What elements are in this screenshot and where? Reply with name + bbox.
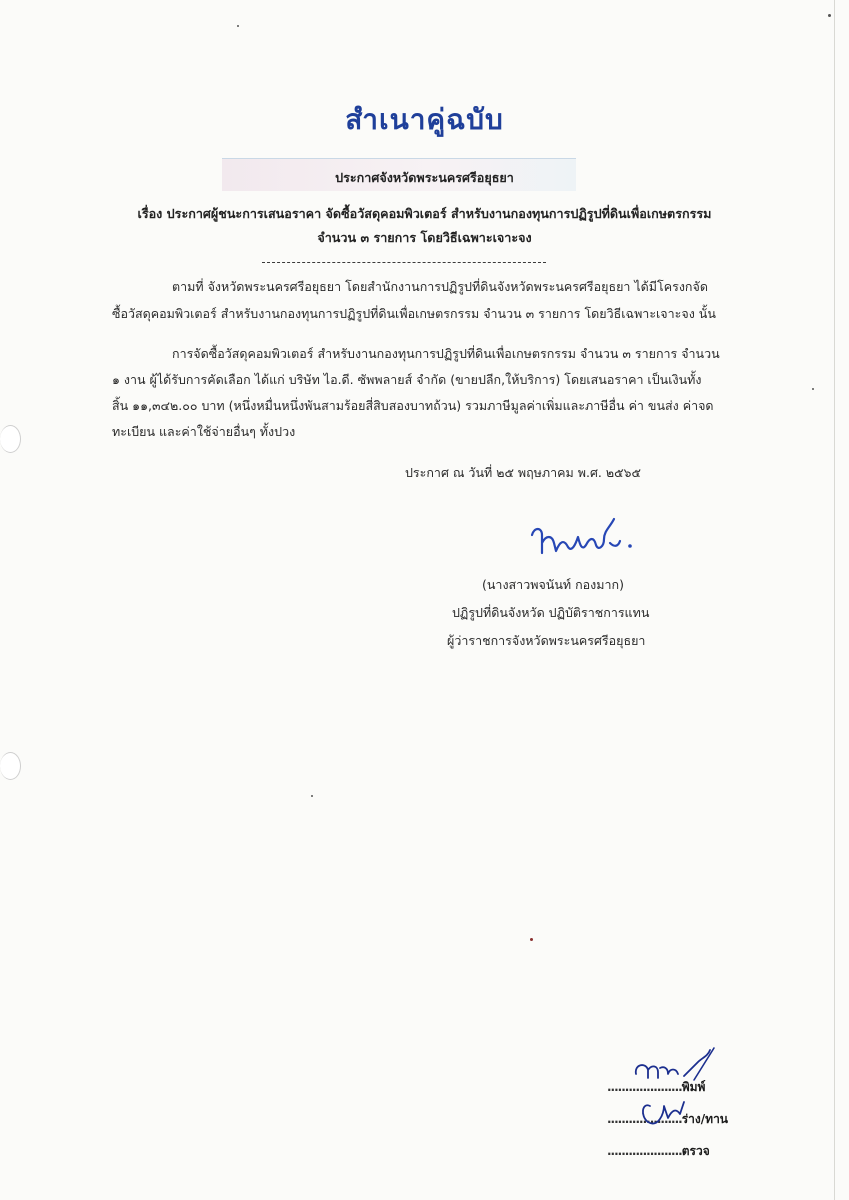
paragraph-2-line-3: สิ้น ๑๑,๓๔๒.๐๐ บาท (หนึ่งหมื่นหนึ่งพันสามร้อยสี่สิบสองบาทถ้วน) รวมภาษีมูลค่าเพิ่มและภาษีอื่น ค่า ขนส่ง ค่าจด	[112, 398, 714, 413]
announcement-date: ประกาศ ณ วันที่ ๒๕ พฤษภาคม พ.ศ. ๒๕๖๕	[405, 465, 641, 480]
typed-label: พิมพ์	[681, 1080, 706, 1094]
speck	[530, 938, 533, 941]
signatory-name: (นางสาวพจนันท์ กองมาก)	[482, 577, 624, 592]
announcement-title: ประกาศจังหวัดพระนครศรีอยุธยา	[335, 170, 514, 185]
speck	[812, 388, 814, 390]
initial-dots: .....................	[607, 1080, 682, 1094]
punch-hole	[0, 752, 21, 780]
signatory-position-1: ปฏิรูปที่ดินจังหวัด ปฏิบัติราชการแทน	[452, 605, 650, 620]
speck	[237, 25, 239, 27]
initial-signatures	[628, 1040, 728, 1130]
checked-label: ตรวจ	[681, 1144, 710, 1158]
paragraph-1-line-2: ซื้อวัสดุคอมพิวเตอร์ สำหรับงานกองทุนการปฏิรูปที่ดินเพื่อเกษตรกรรม จำนวน ๓ รายการ โดยวิธีเฉพาะเจาะจง นั้น	[112, 306, 716, 321]
speck	[311, 795, 313, 797]
drafted-label: ร่าง/ทาน	[681, 1112, 729, 1126]
punch-hole	[0, 425, 21, 453]
subject-line-1: เรื่อง ประกาศผู้ชนะการเสนอราคา จัดซื้อวัสดุคอมพิวเตอร์ สำหรับงานกองทุนการปฏิรูปที่ดินเพื่อเกษตรกรรม	[137, 206, 712, 221]
signatory-position-2: ผู้ว่าราชการจังหวัดพระนครศรีอยุธยา	[447, 633, 646, 648]
initial-dots: .....................	[607, 1144, 682, 1158]
paragraph-2-line-4: ทะเบียน และค่าใช้จ่ายอื่นๆ ทั้งปวง	[112, 424, 296, 439]
speck	[828, 14, 831, 17]
paragraph-1-line-1: ตามที่ จังหวัดพระนครศรีอยุธยา โดยสำนักงานการปฏิรูปที่ดินจังหวัดพระนครศรีอยุธยา ได้มีโครงกจัด	[172, 279, 708, 294]
signature-image	[520, 513, 640, 563]
separator-rule	[262, 262, 546, 263]
copy-stamp: สำเนาคู่ฉบับ	[345, 103, 504, 136]
paragraph-2-line-1: การจัดซื้อวัสดุคอมพิวเตอร์ สำหรับงานกองทุนการปฏิรูปที่ดินเพื่อเกษตรกรรม จำนวน ๓ รายการ จำนวน	[172, 346, 720, 361]
initial-dots: .....................	[607, 1112, 682, 1126]
subject-line-2: จำนวน ๓ รายการ โดยวิธีเฉพาะเจาะจง	[317, 230, 532, 245]
paragraph-2-line-2: ๑ งาน ผู้ได้รับการคัดเลือก ได้แก่ บริษัท ไอ.ดี. ซัพพลายส์ จำกัด (ขายปลีก,ให้บริการ) โดยเสนอราคา เป็นเงินทั้ง	[112, 372, 702, 387]
initial-row-checked	[607, 1142, 710, 1161]
